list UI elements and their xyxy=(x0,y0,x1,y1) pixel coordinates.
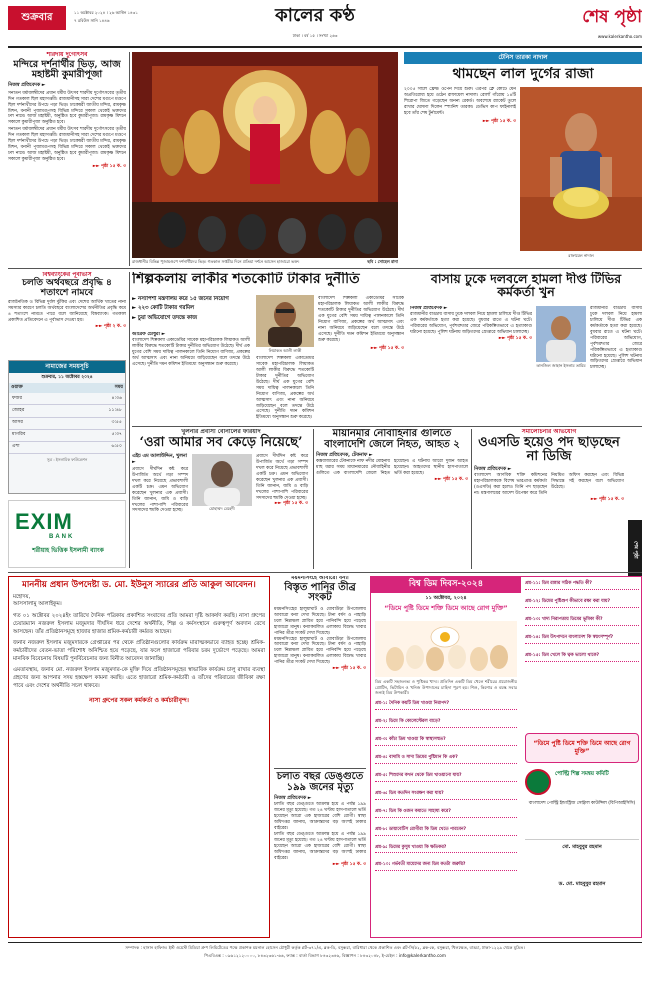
egg-contact-box xyxy=(525,839,639,929)
myanmar-headline: মায়ানমার নৌবাহিনীর গুলিতে বাংলাদেশি জেলে নিহত, আহত ২ xyxy=(324,429,460,450)
prayer-name: জোহর xyxy=(12,407,25,413)
col-divider-2 xyxy=(129,272,130,568)
myanmar-body: কক্সবাজারের টেকনাফে নাফ নদীর মোহনায় মাছ ধরার সময় মায়ানমারের নৌবাহিনীর গুলিতে এক বাংলাদেশি জেলে নিহত হয়েছেন। এ ঘটনায় আরো দুজন আহত হয়েছেন। আহতদের স্থানীয় হাসপাতালে ভর্তি করা হয়েছে। xyxy=(316,459,468,477)
col-divider xyxy=(129,52,130,266)
egg-fact-item: প্রশ্ন-১৪: ডিম উৎপাদনে বাংলাদেশ কি স্বয়ংসম্পূর্ণ? xyxy=(525,635,639,644)
khulna-continue[interactable]: ►► পৃষ্ঠা ১৫ ক. ৩ xyxy=(274,501,308,507)
khulna-byline: এইচ এম আলাউদ্দিন, খুলনা ► xyxy=(132,453,187,466)
prayer-name: এশা xyxy=(12,444,20,450)
prayer-row xyxy=(9,441,125,453)
date-line: ১১ অক্টোবর ২০২৪ । ২৬ আশ্বিন ১৪৩১ xyxy=(74,10,138,15)
prayer-table xyxy=(9,383,125,454)
osd-story xyxy=(474,429,624,569)
flood-headline: বিস্তৃত পানির তীব্র সংকট xyxy=(284,581,356,604)
durga-idol-illustration xyxy=(132,52,398,258)
appeal-advert xyxy=(8,576,270,938)
puja-body: সনাতন ধর্মাবলম্বীদের প্রধান ধর্মীয় উৎসব শারদীয় দুর্গোৎসবের তৃতীয় দিন গতকাল ছিল মহাসপ্তমী। রাজধানীসহ সারা দেশের মণ্ডপে মণ্ডপে ছিল দর্শনার্থীদের উপচে পড়া ভিড়। ঢাকেশ্বরী জাতীয় মন্দির, রামকৃষ্ণ মিশন, বনানী পূজামণ্ডপসহ বিভিন্ন মন্দিরে সকাল থেকেই ভক্তদের ঢল নামে। আজ মহাষ্টমী, অনুষ্ঠিত হবে কুমারীপূজা। রামকৃষ্ণ মিশনে সকালে কুমারীপূজা অনুষ্ঠিত হবে। xyxy=(8,90,126,126)
appeal-greeting: আসসালামু আলাইকুম। xyxy=(13,601,62,608)
prayer-date: শুক্রবার, ১১ অক্টোবর ২০২৪ xyxy=(41,375,93,380)
tennis-continue[interactable]: ►► পৃষ্ঠা ১৫ ক. ৩ xyxy=(482,118,516,124)
appeal-headline: মাননীয় প্রধান উপদেষ্টা ড. মো. ইউনুস স্যারের প্রতি আকুল আবেদন। xyxy=(22,580,256,590)
prayer-time: ৬:৫০ xyxy=(111,444,122,450)
egg-facts-right xyxy=(525,581,639,671)
attack-headline: বাসায় ঢুকে দলবলে হামলা দীপ্ত টিভির কর্মকর্তা খুন xyxy=(430,272,622,299)
art-body-col1 xyxy=(132,332,250,424)
art-bullet-2: ► ২২৩ কোটি টাকার গরমিল xyxy=(132,305,195,312)
puja-continue[interactable]: ►► পৃষ্ঠা ১৫ ক. ৩ xyxy=(92,163,126,169)
myanmar-continue[interactable]: ►► পৃষ্ঠা ১৫ ক. ৩ xyxy=(434,477,468,483)
exim-logo: EXIM xyxy=(15,509,73,534)
nadal-illustration xyxy=(520,87,642,251)
tennis-body: ২০০৫ সালে ফ্রেঞ্চ ওপেন দিয়ে শুরু। এরপর ক্লে কোর্টে যেন অপ্রতিরোধ্য হয়ে ওঠেন রাফায়েল নাদাল। রোলাঁ গাঁরোয় ১৪টি শিরোপা জিতে গড়েছেন অনন্য রেকর্ড। অবশেষে র‍্যাকেট তুলে রাখার ঘোষণা দিলেন স্প্যানিশ তারকা। ডেভিস কাপ ফাইনালই হবে তাঁর শেষ টুর্নামেন্ট। ►► পৃষ্ঠা ১৫ ক. ৩ xyxy=(404,87,516,124)
attack-body-col2: রাজধানীর বাড্ডায় বাসায় ঢুকে দলবল নিয়ে হামলা চালিয়ে দীপ্ত টিভির এক কর্মকর্তাকে হত্যা করা হয়েছে। বুধবার রাতে এ ঘটনা ঘটে। পরিবারের অভিযোগ, পূর্বশত্রুতার জেরে পরিকল্পিতভাবে এ হত্যাকাণ্ড ঘটানো হয়েছে। পুলিশ ঘটনায় জড়িতদের গ্রেপ্তারে অভিযান চালাচ্ছে। xyxy=(590,306,642,371)
economy-headline: চলতি অর্থবছরে প্রবৃদ্ধি ৪ শতাংশে নামবে xyxy=(22,278,112,298)
appeal-para-1: গত ০১ অক্টোবর ২০২৪ইং তারিখে দৈনিক পত্রিকায় প্রকাশিত সংবাদের প্রতি আমরা দৃষ্টি আকর্ষণ করছি। নাসা গ্রুপের চেয়ারম্যান নজরুল ইসলাম মজুমদার দীর্ঘদিন ধরে দেশের অর্থনীতি, শিল্প ও কর্মসংস্থানে গুরুত্বপূর্ণ অবদান রেখে আসছেন। তাঁর প্রতিষ্ঠানসমূহে হাজার হাজার শ্রমিক-কর্মচারী কর্মরত আছেন। xyxy=(13,612,265,635)
prayer-time: ৩:৫৫ xyxy=(111,420,122,425)
prayer-name: আসর xyxy=(12,420,23,425)
nadal-photo-caption: রাফায়েল নাদাল xyxy=(568,253,594,258)
egg-fact-item: প্রশ্ন-৫: শিশুদের কখন থেকে ডিম খাওয়ানো যায়? xyxy=(375,773,517,782)
flood-continue[interactable]: ►► পৃষ্ঠা ১৫ ক. ৩ xyxy=(332,666,366,672)
side-page-label: শেষ পৃষ্ঠা xyxy=(628,520,642,580)
dengue-body: চলতি বছর ডেঙ্গুতে আক্রান্ত হয়ে এ পর্যন্ত ১৯৯ জনের মৃত্যু হয়েছে। গত ২৪ ঘণ্টায় হাসপাতালে ভর্তি হয়েছেন আরো এক হাজারের বেশি রোগী। স্বাস্থ্য অধিদপ্তর জানায়, আক্রান্তদের বড় অংশই ঢাকার বাইরের। xyxy=(274,802,366,832)
puja-photo-credit: ছবি : সোহেল রানা xyxy=(367,259,398,264)
prayer-times-box xyxy=(8,360,126,494)
section-rule-3 xyxy=(8,572,642,573)
osd-body: বাংলাদেশ আণবিক শক্তি কমিশনের মহাপরিচালককে বিশেষ ভারপ্রাপ্ত কর্মকর্তা (ওএসডি) করা হলেও তিনি পদ ছাড়ছেন না। মন্ত্রণালয়ের আদেশ উপেক্ষা করে তিনি নিয়মিত অফিস করছেন এবং বিভিন্ন সিদ্ধান্তে সই করছেন বলে অভিযোগ উঠেছে। xyxy=(474,473,624,496)
footer-rule xyxy=(8,942,642,943)
osd-byline: নিজস্ব প্রতিবেদক ► xyxy=(474,466,512,472)
exim-tagline: শরীয়াহ ভিত্তিক ইসলামী ব্যাংক xyxy=(32,547,104,554)
imprint-line-2: পিএবিএক্স : ০৯৬১২১২০০০০, ৮৪৩২৩৬১-৬৬, ফ্যাক্স : বার্তা বিভাগ ৮৪৩২৩৪৬, বিজ্ঞাপন : ৮৪৩২০৪৮, ই-মেইল : info@kalerkantho.com xyxy=(204,953,446,958)
art-headline: শিল্পকলায় লাকীর শতকোটি টাকার দুর্নীতি xyxy=(132,272,360,287)
lucky-photo xyxy=(256,295,314,347)
puja-story xyxy=(8,52,126,268)
tennis-headline: থামছেন লাল দুর্গের রাজা xyxy=(452,67,594,82)
art-byline: আরেফ চৌধুরী ► xyxy=(132,332,166,337)
appeal-signoff: নাসা গ্রুপের সকল কর্মকর্তা ও কর্মচারীবৃন্দ। xyxy=(89,696,189,704)
victim-portrait xyxy=(536,306,586,362)
egg-fact-item: প্রশ্ন-৩: কাঁচা ডিম খাওয়া কি স্বাস্থ্যসম্মত? xyxy=(375,737,517,746)
egg-fact-item: প্রশ্ন-১: দৈনিক কয়টি ডিম খাওয়া নিরাপদ? xyxy=(375,701,517,710)
khulna-story xyxy=(132,429,310,569)
egg-org: পোল্ট্রি শিল্প সমন্বয় কমিটি xyxy=(555,771,609,777)
egg-fact-item: প্রশ্ন-১১: ডিম রান্নার সঠিক পদ্ধতি কী? xyxy=(525,581,639,590)
khulna-kicker: খুলনার প্রবাসী বোনালের ফরিয়াদ xyxy=(181,429,261,435)
egg-day-date: ১১ অক্টোবর, ২০২৪ xyxy=(425,595,467,601)
art-body-col2: বাংলাদেশ শিল্পকলা একাডেমির সাবেক মহাপরিচালক লিয়াকত আলী লাকীর বিরুদ্ধে শতকোটি টাকার দুর্নীতির অভিযোগ উঠেছে। দীর্ঘ এক যুগের বেশি সময় দায়িত্ব পালনকালে তিনি নিয়োগ বাণিজ্য, প্রকল্পের অর্থ আত্মসাৎ এবং নানা অনিয়মে জড়িয়েছেন বলে তদন্তে উঠে এসেছে। দুর্নীতি দমন কমিশন ইতিমধ্যে অনুসন্ধান শুরু করেছে। ►► পৃষ্ঠা ১৫ ক. ৩ xyxy=(318,296,404,351)
attack-byline: নিজস্ব প্রতিবেদক ► xyxy=(410,306,448,311)
prayer-col-waqt: ওয়াক্ত xyxy=(11,384,23,390)
prayer-source: সূত্র : ইসলামিক ফাউন্ডেশন xyxy=(46,457,88,463)
egg-fact-item: প্রশ্ন-৯: ডিমের কুসুম খাওয়া কি ক্ষতিকর? xyxy=(375,845,517,854)
appeal-salutation: মহোদয়, xyxy=(13,593,31,600)
dengue-continue[interactable]: ►► পৃষ্ঠা ১৫ ক. ৩ xyxy=(332,861,366,867)
prayer-row xyxy=(9,393,125,405)
dengue-byline: নিজস্ব প্রতিবেদক ► xyxy=(274,796,312,801)
website-link[interactable]: www.kalerkantho.com xyxy=(597,34,642,39)
flood-body-2: ময়মনসিংহের হালুয়াঘাট ও ধোবাউড়া উপজেলায় আবারো বন্যা দেখা দিয়েছে। টানা বর্ষণ ও পাহাড়ি ঢলে নিম্নাঞ্চল প্লাবিত হয়ে পানিবন্দি হয়ে পড়েছে হাজারো মানুষ। বন্যাকবলিত এলাকায় বিশুদ্ধ খাবার পানির তীব্র সংকট দেখা দিয়েছে। xyxy=(274,636,366,666)
economy-continue[interactable]: ►► পৃষ্ঠা ২ ক. ৩ xyxy=(95,323,126,329)
art-bullet-1: ► নস্যাপশা মন্ত্রণালয় করে ১৫ জনের নিয়োগ xyxy=(132,296,229,302)
khulna-portrait xyxy=(192,454,252,506)
attack-body-wrap xyxy=(410,306,532,422)
egg-contact-2: ড. মো. মাহবুবুর রহমান xyxy=(558,880,606,887)
prayer-row xyxy=(9,405,125,417)
flood-kicker: ময়মনসিংহে আবারো বন্যা xyxy=(291,576,349,581)
osd-headline: ওএসডি হয়েও পদ ছাড়ছেন না ডিজি xyxy=(478,435,620,464)
section-title: শেষ পৃষ্ঠা xyxy=(582,7,642,27)
myanmar-story xyxy=(316,429,468,569)
egg-org-2: বাংলাদেশ পোল্ট্রি ইন্ডাস্ট্রিজ সেন্ট্রাল কাউন্সিল (বিপিআইসিসি) xyxy=(528,801,636,806)
durga-idol-photo xyxy=(132,52,398,258)
egg-fact-item: প্রশ্ন-৪: বাদামি ও সাদা ডিমের পুষ্টিমান কি এক? xyxy=(375,755,517,764)
dengue-story xyxy=(274,772,366,938)
puja-body-repeat: সনাতন ধর্মাবলম্বীদের প্রধান ধর্মীয় উৎসব শারদীয় দুর্গোৎসবের তৃতীয় দিন গতকাল ছিল মহাসপ্তমী। রাজধানীসহ সারা দেশের মণ্ডপে মণ্ডপে ছিল দর্শনার্থীদের উপচে পড়া ভিড়। ঢাকেশ্বরী জাতীয় মন্দির, রামকৃষ্ণ মিশন, বনানী পূজামণ্ডপসহ বিভিন্ন মন্দিরে সকাল থেকেই ভক্তদের ঢল নামে। আজ মহাষ্টমী, অনুষ্ঠিত হবে কুমারীপূজা। রামকৃষ্ণ মিশনে সকালে কুমারীপূজা অনুষ্ঠিত হবে। xyxy=(8,127,126,163)
col-divider-4 xyxy=(471,429,472,569)
egg-fact-item: প্রশ্ন-১২: ডিমের পুষ্টিগুণ কীভাবে রক্ষা করা যায়? xyxy=(525,599,639,608)
egg-fact-item: প্রশ্ন-৮: ডায়াবেটিস রোগীরা কি ডিম খেতে পারবেন? xyxy=(375,827,517,836)
day-badge: শুক্রবার xyxy=(8,6,66,30)
lucky-portrait xyxy=(256,295,314,347)
khulna-body-1: প্রবাসে দীর্ঘদিন কষ্ট করে উপার্জিত অর্থে গড়া সম্পদ দখল করে নিয়েছে প্রভাবশালী একটি চক্র। এমন অভিযোগ করেছেন খুলনার এক প্রবাসী। তিনি জানান, জমি ও বাড়ি দখলের পাশাপাশি পরিবারের সদস্যদের হুমকি দেওয়া হচ্ছে। xyxy=(132,466,188,514)
hijri-date: ৭ রবিউস সানি ১৪৪৬ xyxy=(74,18,110,23)
section-rule-1 xyxy=(8,268,642,269)
appeal-para-3: এমতাবস্থায়, জনাব মো. নজরুল ইসলাম মজুমদার-কে মুক্তি দিয়ে প্রতিষ্ঠানসমূহের স্বাভাবিক কার্যক্রম চালু রাখার ব্যবস্থা গ্রহণের জন্য আপনার সদয় হস্তক্ষেপ কামনা করছি। এতে হাজারো শ্রমিক-কর্মচারী ও তাঁদের পরিবারের জীবিকা রক্ষা পাবে এবং দেশের অর্থনীতি সচল থাকবে। xyxy=(13,667,265,690)
art-continue[interactable]: ►► পৃষ্ঠা ১৫ ক. ৩ xyxy=(370,345,404,351)
prayer-time: ১১:৪৮ xyxy=(108,407,122,413)
dengue-headline: চলতি বছর ডেঙ্গুতে ১৯৯ জনের মৃত্যু xyxy=(276,772,364,793)
egg-day-body: ডিম একটি সহজলভ্য ও পুষ্টিকর খাদ্য। প্রতিদিন একটি ডিম খেলে শরীরের প্রয়োজনীয় প্রোটিন, ভিটামিন ও খনিজ উপাদানের চাহিদা পূরণ হয়। শিশু, কিশোর ও বয়স্ক সবার জন্যই ডিম উপকারী। xyxy=(375,679,517,696)
egg-day-ad xyxy=(370,576,642,938)
masthead-rule xyxy=(8,46,642,48)
col-divider-3 xyxy=(313,429,314,569)
khulna-photo xyxy=(192,454,252,506)
egg-contact-1: মো. মাহবুবুর রহমান xyxy=(562,844,602,850)
egg-fact-item: প্রশ্ন-১০: গর্ভবতী মায়েদের জন্য ডিম কতটা জরুরি? xyxy=(375,862,517,871)
egg-fact-item: প্রশ্ন-৭: ডিম কি ওজন কমাতে সাহায্য করে? xyxy=(375,809,517,818)
imprint-line-1: সম্পাদক : হাসান হাফিজ। ইস্ট ওয়েস্ট মিডিয়া গ্রুপ লিমিটেডের পক্ষে প্রকাশক ময়নাল হোসেন চৌধুরী কর্তৃক প্লট-৩৭১/এ, ব্লক-ডি, বসুন্ধরা, বারিধারা থেকে প্রকাশিত এবং প্লট-সি/৫২, ব্লক-কে, বসুন্ধরা, খিলক্ষেত, বাড্ডা, ঢাকা-১২২৯ থেকে মুদ্রিত। xyxy=(125,945,525,950)
egg-illustration xyxy=(375,621,517,677)
art-bullet-3: ► চুয়া অভিযোগে তদন্তে কাজ xyxy=(132,314,197,321)
egg-highlight: “ডিমে পুষ্টি ডিমে শক্তি ডিমে আছে রোগ মুক্তি” xyxy=(525,733,639,763)
economy-kicker: বিশ্বব্যাংকের পূর্বাভাস xyxy=(42,272,92,278)
egg-fact-item: প্রশ্ন-৬: ডিম কতদিন সংরক্ষণ করা যায়? xyxy=(375,791,517,800)
prayer-title-bar: নামাজের সময়সূচি xyxy=(9,361,125,373)
egg-fact-item: প্রশ্ন-১৫: ডিম খেলে কি ত্বক ভালো থাকে? xyxy=(525,653,639,662)
myanmar-byline: নিজস্ব প্রতিবেদক, টেকনাফ ► xyxy=(316,453,373,458)
tennis-kicker-bar: টেনিস তারকা নাদাল xyxy=(404,52,642,64)
victim-caption: তানজিল জাহান ইসলাম তামিম xyxy=(536,363,586,368)
prayer-time: ৪:৩৬ xyxy=(111,395,122,401)
nadal-photo xyxy=(520,87,642,251)
egg-fact-item: প্রশ্ন-১৩: খাদ্য নিরাপত্তায় ডিমের ভূমিকা কী? xyxy=(525,617,639,626)
issue-line: ঢাকা । বর্ষ ১৫ । সংখ্যা ২৬৩ xyxy=(292,33,338,38)
section-rule-2 xyxy=(132,426,642,427)
appeal-para-2: জনাব নজরুল ইসলাম মজুমদারকে গ্রেপ্তারের পর থেকে প্রতিষ্ঠানগুলোর কার্যক্রম মারাত্মকভাবে ব্যাহত হচ্ছে। শ্রমিক-কর্মচারীদের বেতন-ভাতা পরিশোধ অনিশ্চিত হয়ে পড়েছে, যার ফলে হাজারো পরিবার চরম দুর্ভোগে পড়েছে। আমরা মানবিক বিবেচনায় বিষয়টি পুনর্বিবেচনার জন্য বিনীত আবেদন জানাচ্ছি। xyxy=(13,639,265,663)
flood-story xyxy=(274,576,366,766)
prayer-time: ৫:৩৭ xyxy=(111,432,122,438)
osd-kicker: সমালোচনার অভিযোগ xyxy=(521,429,577,435)
khulna-photo-caption: মোহাম্মদ মেহেদী xyxy=(209,505,235,511)
art-body-1: বাংলাদেশ শিল্পকলা একাডেমির সাবেক মহাপরিচালক লিয়াকত আলী লাকীর বিরুদ্ধে শতকোটি টাকার দুর্নীতির অভিযোগ উঠেছে। দীর্ঘ এক যুগের বেশি সময় দায়িত্ব পালনকালে তিনি নিয়োগ বাণিজ্য, প্রকল্পের অর্থ আত্মসাৎ এবং নানা অনিয়মে জড়িয়েছেন বলে তদন্তে উঠে এসেছে। দুর্নীতি দমন কমিশন ইতিমধ্যে অনুসন্ধান শুরু করেছে। xyxy=(132,338,250,368)
prayer-row xyxy=(9,429,125,441)
osd-continue[interactable]: ►► পৃষ্ঠা ১৫ ক. ৩ xyxy=(590,496,624,502)
prayer-name: ফজর xyxy=(12,395,22,401)
egg-day-title: বিশ্ব ডিম দিবস-২০২৪ xyxy=(371,577,521,593)
prayer-col-time: সময় xyxy=(114,384,123,390)
exim-logo-sub: BANK xyxy=(49,534,75,540)
khulna-body-2: প্রবাসে দীর্ঘদিন কষ্ট করে উপার্জিত অর্থে গড়া সম্পদ দখল করে নিয়েছে প্রভাবশালী একটি চক্র। এমন অভিযোগ করেছেন খুলনার এক প্রবাসী। তিনি জানান, জমি ও বাড়ি দখলের পাশাপাশি পরিবারের সদস্যদের হুমকি দেওয়া হচ্ছে। xyxy=(256,453,308,501)
masthead xyxy=(8,4,642,48)
egg-basket-icon xyxy=(375,621,517,677)
flood-dengue-rule xyxy=(274,768,366,769)
dengue-body-2: চলতি বছর ডেঙ্গুতে আক্রান্ত হয়ে এ পর্যন্ত ১৯৯ জনের মৃত্যু হয়েছে। গত ২৪ ঘণ্টায় হাসপাতালে ভর্তি হয়েছেন আরো এক হাজারের বেশি রোগী। স্বাস্থ্য অধিদপ্তর জানায়, আক্রান্তদের বড় অংশই ঢাকার বাইরের। xyxy=(274,832,366,861)
egg-fact-item: প্রশ্ন-২: ডিমে কি কোলেস্টেরল বাড়ে? xyxy=(375,719,517,728)
attack-continue[interactable]: ►► পৃষ্ঠা ১৫ ক. ৩ xyxy=(498,336,532,342)
economy-story xyxy=(8,272,126,356)
puja-byline: নিজস্ব প্রতিবেদক ► xyxy=(8,83,46,89)
art-bullets xyxy=(132,296,250,322)
puja-headline: মন্দিরে দর্শনার্থীর ভিড়, আজ মহাষ্টমী কুমারীপূজা xyxy=(13,59,121,81)
prayer-row xyxy=(9,417,125,429)
attack-body: রাজধানীর বাড্ডায় বাসায় ঢুকে দলবল নিয়ে হামলা চালিয়ে দীপ্ত টিভির এক কর্মকর্তাকে হত্যা করা হয়েছে। বুধবার রাতে এ ঘটনা ঘটে। পরিবারের অভিযোগ, পূর্বশত্রুতার জেরে পরিকল্পিতভাবে এ হত্যাকাণ্ড ঘটানো হয়েছে। পুলিশ ঘটনায় জড়িতদের গ্রেপ্তারে অভিযান চালাচ্ছে। xyxy=(410,312,532,336)
bpicc-logo xyxy=(525,769,551,795)
egg-facts-left xyxy=(375,701,517,880)
art-body-col3: বাংলাদেশ শিল্পকলা একাডেমির সাবেক মহাপরিচালক লিয়াকত আলী লাকীর বিরুদ্ধে শতকোটি টাকার দুর্নীতির অভিযোগ উঠেছে। দীর্ঘ এক যুগের বেশি সময় দায়িত্ব পালনকালে তিনি নিয়োগ বাণিজ্য, প্রকল্পের অর্থ আত্মসাৎ এবং নানা অনিয়মে জড়িয়েছেন বলে তদন্তে উঠে এসেছে। দুর্নীতি দমন কমিশন ইতিমধ্যে অনুসন্ধান শুরু করেছে। xyxy=(256,356,314,421)
puja-photo-caption: রাজধানীর বিভিন্ন পূজামণ্ডপে দর্শনার্থীদের ভিড়। গতকাল সপ্তমীর দিনে প্রতিমা দর্শনে আসেন হাজারো ভক্ত। xyxy=(132,259,300,264)
economy-body: রাজনৈতিক ও বিভিন্ন দুর্বল ঝুঁকির এবং দেশের আর্থিক খাতের নানা সমস্যার কারণে চলতি অর্থবছরে বাংলাদেশের অর্থনীতির প্রবৃদ্ধি কমে ৪ শতাংশে নামতে পারে বলে জানিয়েছে বিশ্বব্যাংক। গতকাল প্রকাশিত প্রতিবেদনে এ পূর্বাভাস দেওয়া হয়। xyxy=(8,300,126,323)
lucky-caption: লিয়াকত আলী লাকী xyxy=(268,348,302,353)
prayer-name: মাগরিব xyxy=(12,432,26,438)
paper-logo: কালের কণ্ঠ xyxy=(275,5,355,26)
egg-day-slogan: “ডিমে পুষ্টি ডিমে শক্তি ডিমে আছে রোগ মুক্তি” xyxy=(384,604,508,612)
puja-kicker: শারদীয় দুর্গোৎসব xyxy=(46,52,88,58)
khulna-headline: ‘ওরা আমার সব কেড়ে নিয়েছে’ xyxy=(139,435,303,451)
victim-photo xyxy=(536,306,586,362)
exim-bank-ad[interactable] xyxy=(8,500,126,568)
flood-body: ময়মনসিংহের হালুয়াঘাট ও ধোবাউড়া উপজেলায় আবারো বন্যা দেখা দিয়েছে। টানা বর্ষণ ও পাহাড়ি ঢলে নিম্নাঞ্চল প্লাবিত হয়ে পানিবন্দি হয়ে পড়েছে হাজারো মানুষ। বন্যাকবলিত এলাকায় বিশুদ্ধ খাবার পানির তীব্র সংকট দেখা দিয়েছে। xyxy=(274,606,366,636)
